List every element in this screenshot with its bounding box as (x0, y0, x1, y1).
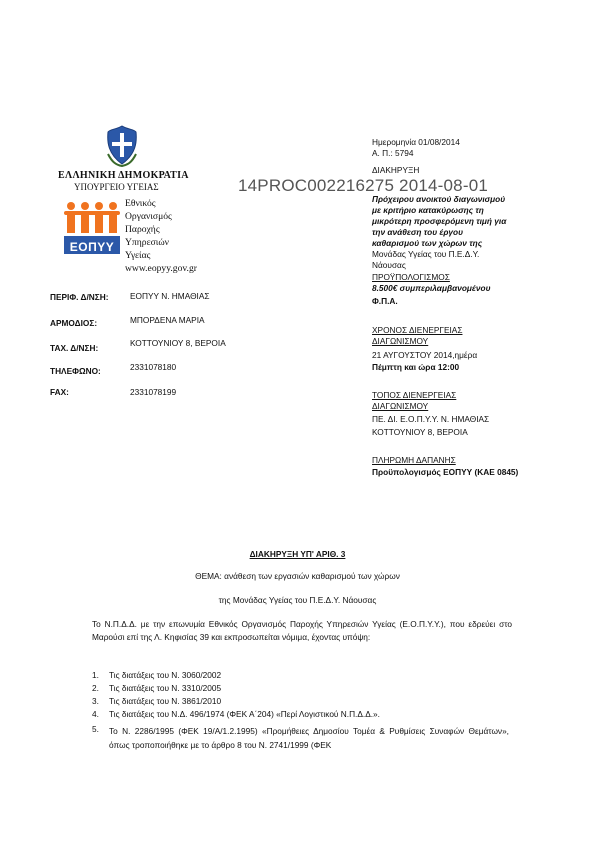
list-item-number: 5. (92, 724, 99, 734)
contact-value-address: ΚΟΤΤΟΥΝΙΟΥ 8, ΒΕΡΟΙΑ (130, 338, 226, 348)
document-stamp: 14PROC002216275 2014-08-01 (238, 176, 488, 195)
list-item-number: 4. (92, 709, 99, 719)
list-item-number: 2. (92, 683, 99, 693)
list-item: Τις διατάξεις του Ν. 3310/2005 (109, 683, 222, 693)
org-line-1: Εθνικός (125, 198, 156, 209)
description-line-6: Μονάδας Υγείας του Π.Ε.Δ.Υ. (372, 249, 480, 259)
place-heading-1: ΤΟΠΟΣ ΔΙΕΝΕΡΓΕΙΑΣ (372, 390, 457, 400)
contact-value-officer: ΜΠΟΡΔΕΝΑ ΜΑΡΙΑ (130, 315, 205, 325)
org-line-4: Υπηρεσιών (125, 237, 170, 248)
subject-line-2: της Μονάδας Υγείας του Π.Ε.Δ.Υ. Νάουσας (218, 595, 377, 605)
contact-value-fax: 2331078199 (130, 387, 177, 397)
payment-line: Προϋπολογισμός ΕΟΠΥΥ (ΚΑΕ 0845) (372, 467, 519, 477)
website-link[interactable]: www.eopyy.gov.gr (125, 263, 197, 274)
place-heading-2: ΔΙΑΓΩΝΙΣΜΟΥ (372, 401, 429, 411)
contact-label-officer: ΑΡΜΟΔΙΟΣ: (50, 318, 98, 328)
subject-line-1 (0, 571, 595, 582)
list-item: Τις διατάξεις του Ν. 3060/2002 (109, 670, 222, 680)
protocol-number: Α. Π.: 5794 (372, 148, 414, 158)
greek-coat-of-arms-icon (104, 124, 140, 168)
notice-heading: ΔΙΑΚΗΡΥΞΗ (372, 165, 420, 175)
time-heading-1: ΧΡΟΝΟΣ ΔΙΕΝΕΡΓΕΙΑΣ (372, 325, 463, 335)
payment-heading: ΠΛΗΡΩΜΗ ΔΑΠΑΝΗΣ (372, 455, 456, 465)
list-item: Τις διατάξεις του Ν.Δ. 496/1974 (ΦΕΚ Α΄204) «Περί Λογιστικού Ν.Π.Δ.Δ.». (109, 709, 380, 719)
time-heading-2: ΔΙΑΓΩΝΙΣΜΟΥ (372, 336, 429, 346)
document-date: Ημερομηνία 01/08/2014 (372, 137, 460, 147)
budget-line-1: 8.500€ συμπεριλαμβανομένου (372, 283, 491, 293)
subject-label: ΘΕΜΑ: (195, 571, 222, 581)
description-line-7: Νάουσας (372, 260, 406, 270)
org-line-3: Παροχής (125, 224, 160, 235)
contact-value-phone[interactable]: 2331078180 (130, 362, 177, 372)
list-item: Τις διατάξεις του Ν. 3861/2010 (109, 696, 222, 706)
contact-label-region: ΠΕΡΙΦ. Δ/ΝΣΗ: (50, 292, 109, 302)
contact-label-fax: FAX: (50, 387, 69, 397)
ministry-name: ΥΠΟΥΡΓΕΙΟ ΥΓΕΙΑΣ (74, 182, 159, 192)
description-line-3: μικρότερη προσφερόμενη τιμή για (372, 216, 507, 226)
place-line-2: ΚΟΤΤΟΥΝΙΟΥ 8, ΒΕΡΟΙΑ (372, 427, 468, 437)
budget-heading: ΠΡΟΫΠΟΛΟΓΙΣΜΟΣ (372, 272, 450, 282)
description-line-4: την ανάθεση του έργου (372, 227, 464, 237)
org-line-5: Υγείας (125, 250, 151, 261)
list-item-number: 3. (92, 696, 99, 706)
country-name: ΕΛΛΗΝΙΚΗ ΔΗΜΟΚΡΑΤΙΑ (58, 170, 189, 181)
description-line-5: καθαρισμού των χώρων της (372, 238, 483, 248)
document-title: ΔΙΑΚΗΡΥΞΗ ΥΠ' ΑΡΙΘ. 3 (249, 549, 346, 559)
list-item-number: 1. (92, 670, 99, 680)
budget-line-2: Φ.Π.Α. (372, 296, 398, 306)
place-line-1: ΠΕ. ΔΙ. Ε.Ο.Π.Υ.Υ. Ν. ΗΜΑΘΙΑΣ (372, 414, 490, 424)
time-line-1: 21 ΑΥΓΟΥΣΤΟΥ 2014,ημέρα (372, 350, 478, 360)
contact-value-region: ΕΟΠΥΥ Ν. ΗΜΑΘΙΑΣ (130, 291, 210, 301)
list-item: Το Ν. 2286/1995 (ΦΕΚ 19/Α/1.2.1995) «Προμήθειες Δημοσίου Τομέα & Ρυθμίσεις Συναφών Θεμάτων», όπως τροποποιήθηκε με το άρθρο 8 του Ν. 2741/1999 (ΦΕΚ (109, 726, 509, 750)
description-line-2: με κριτήριο κατακύρωσης τη (372, 205, 484, 215)
contact-label-address: ΤΑΧ. Δ/ΝΣΗ: (50, 343, 99, 353)
time-line-2: Πέμπτη και ώρα 12:00 (372, 362, 460, 372)
subject-text: ανάθεση των εργασιών καθαρισμού των χώρων (221, 571, 400, 581)
org-line-2: Οργανισμός (125, 211, 172, 222)
description-line-1: Πρόχειρου ανοικτού διαγωνισμού (372, 194, 506, 204)
intro-paragraph: Το Ν.Π.Δ.Δ. με την επωνυμία Εθνικός Οργανισμός Παροχής Υπηρεσιών Υγείας (Ε.Ο.Π.Υ.Υ.), που εδρεύει στο Μαρούσι επί της Λ. Κηφισίας 39 και εκπροσωπείται νόμιμα, έχοντας υπόψη: (92, 619, 512, 642)
eopyy-badge-text: ΕΟΠΥΥ (69, 240, 115, 254)
contact-label-phone: ΤΗΛΕΦΩΝΟ: (50, 366, 101, 376)
